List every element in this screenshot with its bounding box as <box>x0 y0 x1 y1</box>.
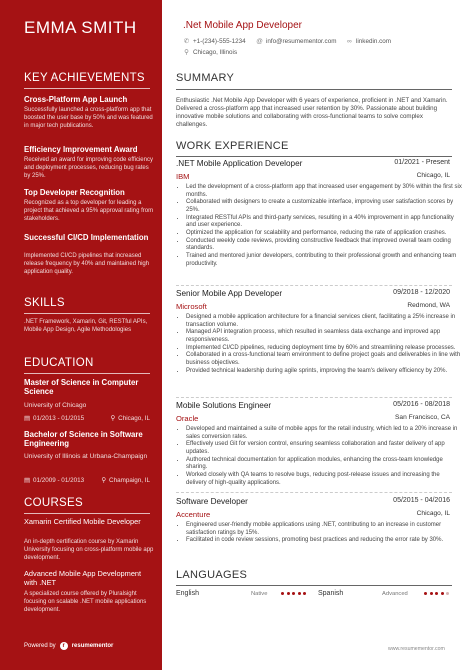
location-text: Chicago, Illinois <box>193 49 238 56</box>
language-name: Spanish <box>318 590 344 597</box>
at-sign-icon: @ <box>256 38 263 45</box>
job-divider <box>176 397 452 398</box>
job-company: Accenture <box>176 510 211 519</box>
calendar-icon: ▤ <box>24 477 30 484</box>
job-bullet: • Worked closely with QA teams to resolve bugs, reducing post-release issues and increasing the delivery of high-quality applications. <box>186 472 462 487</box>
job-name: .NET Mobile Application Developer <box>176 159 303 168</box>
job-location: Chicago, IL <box>416 172 450 179</box>
education-degree: Master of Science in Computer Science <box>24 378 139 397</box>
job-bullets <box>176 522 462 545</box>
contact-location <box>183 49 237 56</box>
job-company: IBM <box>176 172 190 181</box>
education-title: EDUCATION <box>24 357 94 369</box>
job-bullet: • Collaborated with designers to create a customizable interface, improving user satisfaction scores by 25%. <box>186 199 462 214</box>
job-dates: 01/2021 - Present <box>394 159 450 166</box>
course-title: Advanced Mobile App Development with .NET <box>24 569 142 587</box>
job-bullets <box>176 314 462 375</box>
job-location: Chicago, IL <box>416 510 450 517</box>
skills-rule <box>24 313 150 314</box>
summary-text: Enthusiastic .Net Mobile App Developer with 6 years of experience, proficient in .NET and Xamarin. Delivered a cross-platform app that increased user retention by 30%. Passionate about building innovative mobile solutions and collaborating with cross-functional teams to solve complex challenges. <box>176 97 448 129</box>
language-item <box>318 590 449 597</box>
courses-rule <box>24 513 150 514</box>
email-text[interactable]: info@resumementor.com <box>266 38 337 45</box>
job-bullet: • Led the development of a cross-platform app that increased user engagement by 30% within the first six months. <box>186 184 462 199</box>
location-pin-icon: ⚲ <box>184 49 189 56</box>
education-dates: 01/2009 - 01/2013 <box>32 477 85 484</box>
courses-title: COURSES <box>24 497 83 509</box>
summary-title: SUMMARY <box>176 72 235 84</box>
website-credit: www.resumementor.com <box>388 646 445 652</box>
resumementor-logo-icon: r <box>60 642 68 650</box>
languages-title: LANGUAGES <box>176 569 248 581</box>
language-rating <box>424 592 449 595</box>
contact-phone <box>183 38 246 45</box>
achievement-text: Successfully launched a cross-platform app that boosted the user base by 50% and was featured in major tech publications. <box>24 107 153 129</box>
location-pin-icon: ⚲ <box>110 415 116 422</box>
candidate-name: EMMA SMITH <box>24 18 137 37</box>
job-bullets <box>176 426 462 487</box>
footer-brand: resumementor <box>71 643 114 649</box>
achievement-text: Implemented CI/CD pipelines that increased release frequency by 40% and maintained high application quality. <box>24 253 150 275</box>
job-name: Senior Mobile App Developer <box>176 289 283 298</box>
job-name: Software Developer <box>176 497 248 506</box>
rating-dot <box>430 592 433 595</box>
achievement-text: Received an award for improving code efficiency and deployment processes, reducing bug rates by 25%. <box>24 157 153 179</box>
achievements-rule <box>24 88 150 89</box>
education-school: University of Chicago <box>24 402 87 409</box>
rating-dot <box>281 592 284 595</box>
rating-dot <box>303 592 306 595</box>
job-divider <box>176 285 452 286</box>
sidebar <box>0 0 162 670</box>
job-bullet: • Conducted weekly code reviews, providing constructive feedback that improved overall team coding standards. <box>186 238 462 253</box>
education-location: Champaign, IL <box>109 477 150 484</box>
rating-dot <box>424 592 427 595</box>
phone-icon: ✆ <box>183 38 190 45</box>
education-meta <box>24 415 150 422</box>
job-bullet: • Designed a mobile application architecture for a financial services client, facilitating a 25% increase in transaction volume. <box>186 314 462 329</box>
job-company-row <box>176 510 450 519</box>
location-pin-icon: ⚲ <box>101 477 107 484</box>
phone-text: +1-(234)-555-1234 <box>193 38 246 45</box>
rating-dot <box>287 592 290 595</box>
job-header <box>176 401 450 410</box>
job-company-row <box>176 414 450 423</box>
skills-text: .NET Framework, Xamarin, Git, RESTful APIs, Mobile App Design, Agile Methodologies <box>24 319 148 333</box>
language-name: English <box>176 590 199 597</box>
rating-dot <box>446 592 449 595</box>
language-rating <box>281 592 306 595</box>
contact-linkedin[interactable] <box>346 38 391 45</box>
summary-rule <box>176 89 452 90</box>
job-company-row <box>176 302 450 311</box>
link-icon: ∞ <box>347 38 352 45</box>
job-bullet: • Collaborated in a cross-functional team environment to define project goals and deliverables in line with business objectives. <box>186 352 462 367</box>
job-bullet: • Authored technical documentation for application modules, enhancing the cross-team knowledge sharing. <box>186 457 462 472</box>
job-bullet: • Effectively used Git for version control, ensuring seamless collaboration and faster delivery of app updates. <box>186 441 462 456</box>
job-bullet: • Integrated RESTful APIs and third-party services, resulting in a 40% improvement in app functionality and user experience. <box>186 215 462 230</box>
skills-title: SKILLS <box>24 297 65 309</box>
experience-rule <box>176 156 452 157</box>
job-company: Oracle <box>176 414 199 423</box>
job-location: Redmond, WA <box>407 302 450 309</box>
job-bullet: • Trained and mentored junior developers, contributing to their professional growth and enhancing team productivity. <box>186 253 462 268</box>
job-name: Mobile Solutions Engineer <box>176 401 272 410</box>
footer-powered-text: Powered by <box>24 643 56 649</box>
job-divider <box>176 492 452 493</box>
linkedin-text[interactable]: linkedin.com <box>356 38 391 45</box>
achievements-title: KEY ACHIEVEMENTS <box>24 72 145 84</box>
calendar-icon: ▤ <box>24 415 30 422</box>
language-item <box>176 590 306 597</box>
job-location: San Francisco, CA <box>395 414 450 421</box>
job-company-row <box>176 172 450 181</box>
job-bullet: • Managed API integration process, which resulted in seamless data exchange and improved app responsiveness. <box>186 329 462 344</box>
course-text: A specialized course offered by Pluralsight focusing on scalable .NET mobile applications development. <box>24 591 147 613</box>
rating-dot <box>298 592 301 595</box>
job-header <box>176 289 450 298</box>
language-level: Advanced <box>382 590 408 597</box>
achievement-text: Recognized as a top developer for leading a project that achieved a 95% approval rating from stakeholders. <box>24 200 154 222</box>
achievement-title: Cross-Platform App Launch <box>24 95 128 104</box>
job-bullet: • Facilitated in code review sessions, promoting best practices and reducing the error rate by 30%. <box>186 537 462 545</box>
education-dates: 01/2013 - 01/2015 <box>32 415 85 422</box>
job-company: Microsoft <box>176 302 207 311</box>
education-meta <box>24 477 150 484</box>
job-dates: 05/2016 - 08/2018 <box>393 401 450 408</box>
job-dates: 09/2018 - 12/2020 <box>393 289 450 296</box>
course-title: Xamarin Certified Mobile Developer <box>24 517 141 526</box>
job-title: .Net Mobile App Developer <box>183 20 302 31</box>
job-bullet: • Implemented CI/CD pipelines, reducing deployment time by 60% and streamlining release processes. <box>186 345 462 353</box>
languages-rule <box>176 585 452 586</box>
achievement-title: Efficiency Improvement Award <box>24 145 138 154</box>
rating-dot <box>435 592 438 595</box>
rating-dot <box>441 592 444 595</box>
job-bullet: • Provided technical leadership during agile sprints, improving the team's delivery efficiency by 20%. <box>186 368 462 376</box>
contact-email[interactable] <box>256 38 336 45</box>
education-rule <box>24 373 150 374</box>
job-header <box>176 159 450 168</box>
rating-dot <box>292 592 295 595</box>
job-bullet: • Developed and maintained a suite of mobile apps for the retail industry, which led to a 20% increase in sales conversion rates. <box>186 426 462 441</box>
job-dates: 05/2015 - 04/2016 <box>393 497 450 504</box>
footer-branding <box>24 642 113 650</box>
job-bullet: • Optimized the application for scalability and performance, reducing the rate of application crashes. <box>186 230 462 238</box>
job-bullet: • Engineered user-friendly mobile applications using .NET, contributing to an increase in customer satisfaction ratings by 15%. <box>186 522 462 537</box>
education-school: University of Illinois at Urbana-Champaign <box>24 453 148 460</box>
education-degree: Bachelor of Science in Software Engineering <box>24 430 143 449</box>
job-header <box>176 497 450 506</box>
job-bullets <box>176 184 462 268</box>
achievement-title: Top Developer Recognition <box>24 188 125 197</box>
experience-title: WORK EXPERIENCE <box>176 140 289 152</box>
language-level: Native <box>251 590 268 597</box>
achievement-title: Successful CI/CD Implementation <box>24 233 149 242</box>
education-location: Chicago, IL <box>118 415 150 422</box>
course-text: An in-depth certification course by Xamarin University focusing on cross-platform mobile app development. <box>24 539 154 561</box>
